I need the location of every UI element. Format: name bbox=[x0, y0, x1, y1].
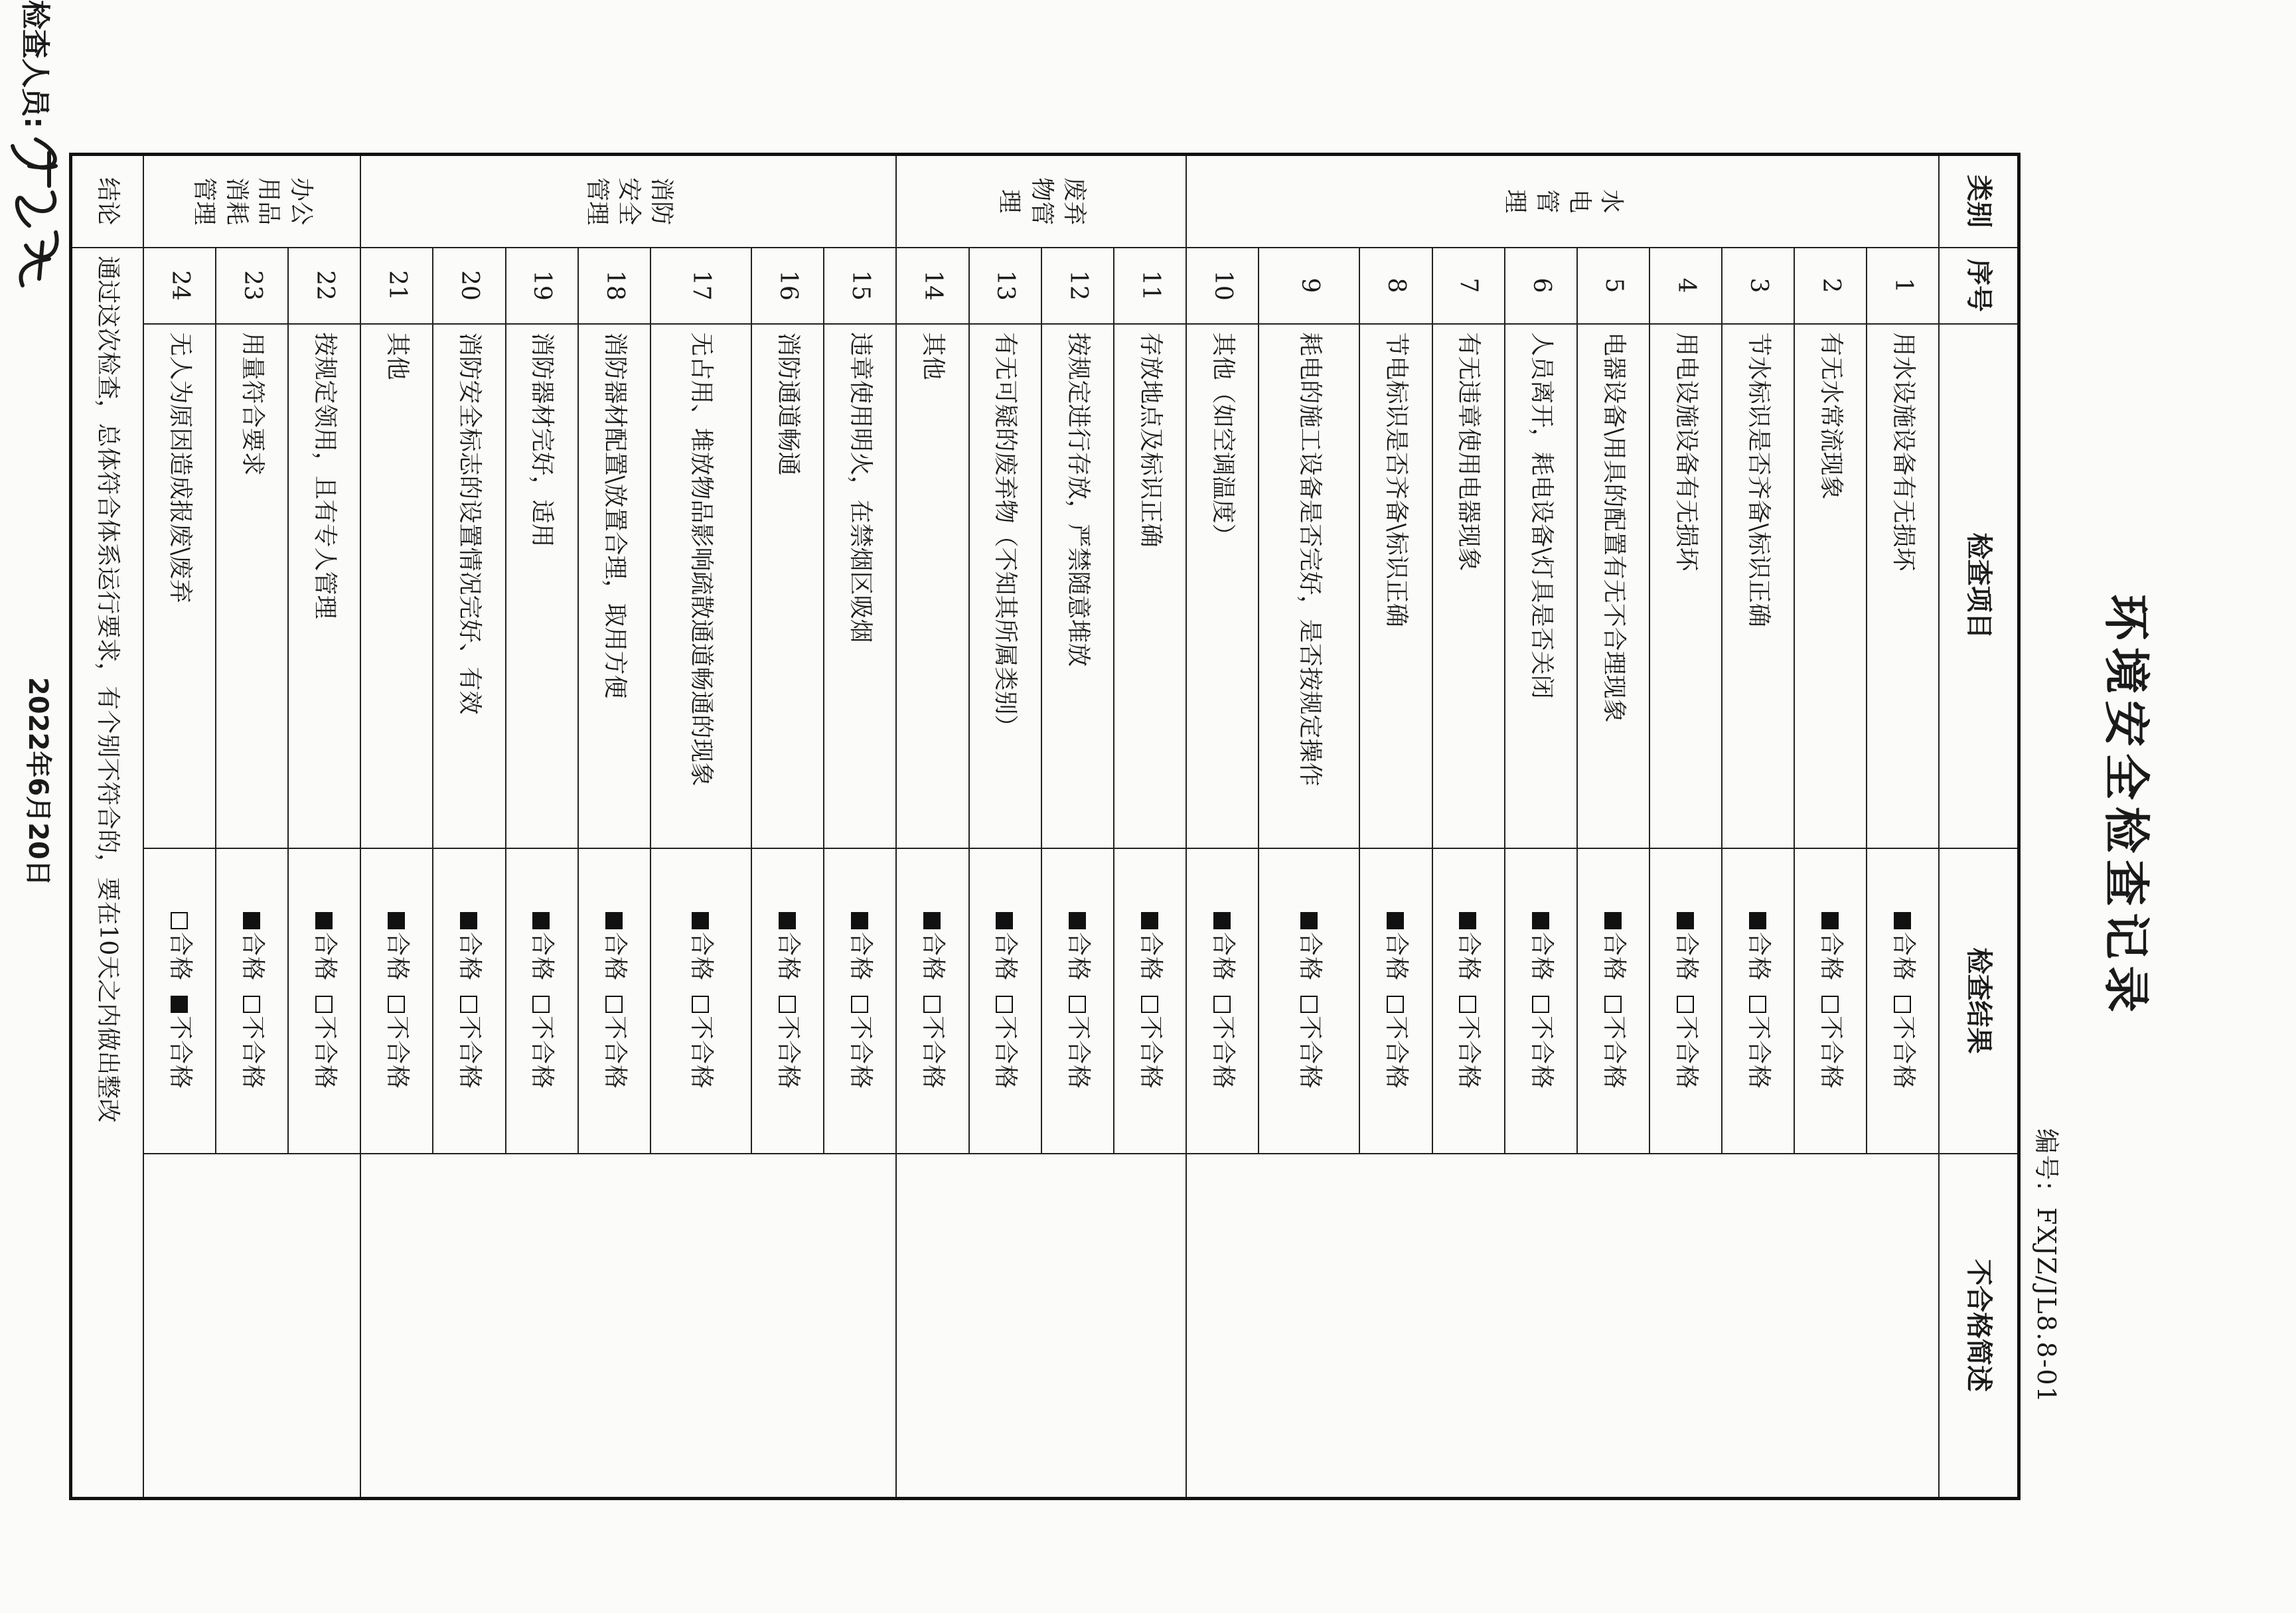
conclusion-text: 通过这次检查，总体符合体系运行要求，有个别不符合的，要在10天之内做出整改 bbox=[71, 248, 143, 1499]
pass-label: 合格 bbox=[456, 931, 484, 981]
table-row bbox=[1114, 155, 1186, 1499]
row-index: 22 bbox=[288, 248, 360, 324]
pass-checkbox[interactable] bbox=[1387, 912, 1404, 929]
check-item: 按规定领用，且有专人管理 bbox=[288, 324, 360, 848]
footer-date: 2022年6月20日 bbox=[23, 677, 53, 886]
fail-label: 不合格 bbox=[384, 1016, 412, 1090]
check-result bbox=[1041, 848, 1114, 1154]
check-result bbox=[1259, 848, 1359, 1154]
check-result bbox=[360, 848, 433, 1154]
check-result bbox=[143, 848, 216, 1154]
check-item: 存放地点及标识正确 bbox=[1114, 324, 1186, 848]
fail-checkbox[interactable] bbox=[315, 996, 333, 1013]
check-item: 节电标识是否齐备\标识正确 bbox=[1359, 324, 1432, 848]
fail-label: 不合格 bbox=[1296, 1016, 1324, 1090]
document-title: 环境安全检查记录 bbox=[2099, 594, 2153, 1019]
row-index: 23 bbox=[216, 248, 288, 324]
row-index: 1 bbox=[1867, 248, 1939, 324]
row-index: 13 bbox=[969, 248, 1041, 324]
pass-label: 合格 bbox=[774, 931, 802, 981]
conclusion-row bbox=[71, 155, 143, 1499]
header-item: 检查项目 bbox=[1940, 324, 2019, 848]
check-result bbox=[433, 848, 505, 1154]
fail-checkbox[interactable] bbox=[1213, 996, 1231, 1013]
check-item: 耗电的施工设备是否完好，是否按规定操作 bbox=[1259, 324, 1359, 848]
fail-label: 不合格 bbox=[1209, 1016, 1237, 1090]
nonconform-note[interactable] bbox=[360, 1154, 896, 1499]
check-result bbox=[1577, 848, 1649, 1154]
category-label: 水 bbox=[1598, 189, 1626, 214]
category-label: 物管 bbox=[1028, 177, 1055, 226]
row-index: 18 bbox=[578, 248, 651, 324]
check-item: 消防通道畅通 bbox=[751, 324, 824, 848]
fail-checkbox[interactable] bbox=[1387, 996, 1404, 1013]
check-result bbox=[1722, 848, 1794, 1154]
pass-label: 合格 bbox=[166, 931, 194, 981]
row-index: 16 bbox=[751, 248, 824, 324]
table-row bbox=[288, 155, 360, 1499]
pass-label: 合格 bbox=[1455, 931, 1483, 981]
conclusion-label: 结论 bbox=[71, 155, 143, 248]
check-result bbox=[1186, 848, 1259, 1154]
fail-checkbox[interactable] bbox=[532, 996, 550, 1013]
pass-checkbox[interactable] bbox=[388, 912, 405, 929]
pass-checkbox[interactable] bbox=[605, 912, 623, 929]
pass-label: 合格 bbox=[992, 931, 1020, 981]
check-result bbox=[751, 848, 824, 1154]
row-index: 15 bbox=[824, 248, 896, 324]
pass-checkbox[interactable] bbox=[532, 912, 550, 929]
check-result bbox=[1505, 848, 1577, 1154]
category-cell bbox=[1186, 155, 1940, 248]
row-index: 14 bbox=[896, 248, 968, 324]
check-item: 用量符合要求 bbox=[216, 324, 288, 848]
fail-checkbox[interactable] bbox=[1821, 996, 1839, 1013]
row-index: 2 bbox=[1794, 248, 1867, 324]
pass-checkbox[interactable] bbox=[1677, 912, 1694, 929]
row-index: 5 bbox=[1577, 248, 1649, 324]
fail-label: 不合格 bbox=[456, 1016, 484, 1090]
row-index: 24 bbox=[143, 248, 216, 324]
check-item: 用水设施设备有无损坏 bbox=[1867, 324, 1939, 848]
fail-label: 不合格 bbox=[1600, 1016, 1628, 1090]
pass-label: 合格 bbox=[1744, 931, 1772, 981]
category-cell bbox=[896, 155, 1186, 248]
pass-label: 合格 bbox=[1672, 931, 1700, 981]
fail-label: 不合格 bbox=[1455, 1016, 1483, 1090]
pass-label: 合格 bbox=[238, 931, 266, 981]
pass-checkbox[interactable] bbox=[1532, 912, 1549, 929]
table-header-row bbox=[1940, 155, 2019, 1499]
pass-label: 合格 bbox=[1136, 931, 1164, 981]
check-result bbox=[506, 848, 578, 1154]
pass-checkbox[interactable] bbox=[996, 912, 1013, 929]
row-index: 20 bbox=[433, 248, 505, 324]
inspection-table bbox=[69, 153, 2021, 1500]
fail-label: 不合格 bbox=[992, 1016, 1020, 1090]
inspector-label: 检查人员: bbox=[18, 0, 52, 129]
pass-checkbox[interactable] bbox=[692, 912, 709, 929]
pass-checkbox[interactable] bbox=[779, 912, 796, 929]
check-item: 违章使用明火，在禁烟区吸烟 bbox=[824, 324, 896, 848]
check-result bbox=[216, 848, 288, 1154]
check-item: 无占用、堆放物品影响疏散通道畅通的现象 bbox=[651, 324, 751, 848]
category-label: 消防 bbox=[647, 177, 675, 226]
check-result bbox=[1867, 848, 1939, 1154]
document-number bbox=[2030, 1128, 2067, 1404]
document-number-value: FXJZ/JL8.8-01 bbox=[2032, 1207, 2061, 1404]
fail-label: 不合格 bbox=[774, 1016, 802, 1090]
pass-checkbox[interactable] bbox=[1141, 912, 1158, 929]
check-result bbox=[1359, 848, 1432, 1154]
row-index: 3 bbox=[1722, 248, 1794, 324]
check-item: 消防器材完好，适用 bbox=[506, 324, 578, 848]
fail-checkbox[interactable] bbox=[605, 996, 623, 1013]
category-label: 管理 bbox=[190, 177, 218, 226]
pass-label: 合格 bbox=[1890, 931, 1918, 981]
pass-label: 合格 bbox=[1817, 931, 1845, 981]
row-index: 21 bbox=[360, 248, 433, 324]
category-label: 用品 bbox=[255, 177, 283, 226]
fail-label: 不合格 bbox=[166, 1016, 194, 1090]
fail-checkbox[interactable] bbox=[1749, 996, 1766, 1013]
pass-checkbox[interactable] bbox=[1749, 912, 1766, 929]
category-cell bbox=[360, 155, 896, 248]
check-result bbox=[578, 848, 651, 1154]
row-index: 19 bbox=[506, 248, 578, 324]
pass-checkbox[interactable] bbox=[1821, 912, 1839, 929]
fail-label: 不合格 bbox=[1672, 1016, 1700, 1090]
check-item: 其他（如空调温度） bbox=[1186, 324, 1259, 848]
pass-label: 合格 bbox=[688, 931, 716, 981]
pass-label: 合格 bbox=[1600, 931, 1628, 981]
category-label: 管理 bbox=[583, 177, 611, 226]
nonconform-note[interactable] bbox=[1186, 1154, 1940, 1499]
category-label: 管 bbox=[1533, 189, 1561, 214]
document-number-label: 编号: bbox=[2032, 1128, 2061, 1191]
fail-checkbox[interactable] bbox=[1604, 996, 1622, 1013]
fail-label: 不合格 bbox=[688, 1016, 716, 1090]
check-result bbox=[1432, 848, 1505, 1154]
fail-label: 不合格 bbox=[528, 1016, 556, 1090]
pass-label: 合格 bbox=[601, 931, 629, 981]
header-nonconform: 不合格简述 bbox=[1940, 1154, 2019, 1499]
fail-checkbox[interactable] bbox=[1894, 996, 1911, 1013]
row-index: 12 bbox=[1041, 248, 1114, 324]
check-item: 无人为原因造成报废\废弃 bbox=[143, 324, 216, 848]
row-index: 11 bbox=[1114, 248, 1186, 324]
pass-label: 合格 bbox=[384, 931, 412, 981]
fail-label: 不合格 bbox=[1064, 1016, 1092, 1090]
category-label: 电 bbox=[1565, 189, 1593, 214]
pass-checkbox[interactable] bbox=[1069, 912, 1086, 929]
check-item: 消防安全标志的设置情况完好、有效 bbox=[433, 324, 505, 848]
check-result bbox=[824, 848, 896, 1154]
category-cell bbox=[143, 155, 360, 248]
table-body bbox=[71, 155, 1940, 1499]
handwritten-signature bbox=[3, 126, 76, 299]
nonconform-note[interactable] bbox=[143, 1154, 360, 1499]
check-item: 消防器材配置\放置合理，取用方便 bbox=[578, 324, 651, 848]
row-index: 9 bbox=[1259, 248, 1359, 324]
fail-checkbox[interactable] bbox=[692, 996, 709, 1013]
check-result bbox=[288, 848, 360, 1154]
pass-label: 合格 bbox=[1064, 931, 1092, 981]
pass-checkbox[interactable] bbox=[243, 912, 260, 929]
category-label: 办公 bbox=[287, 177, 315, 226]
row-index: 6 bbox=[1505, 248, 1577, 324]
table-row bbox=[1867, 155, 1939, 1499]
fail-checkbox[interactable] bbox=[851, 996, 868, 1013]
pass-checkbox[interactable] bbox=[1213, 912, 1231, 929]
pass-checkbox[interactable] bbox=[923, 912, 941, 929]
fail-checkbox[interactable] bbox=[1677, 996, 1694, 1013]
category-label: 理 bbox=[996, 189, 1024, 214]
pass-label: 合格 bbox=[1296, 931, 1324, 981]
fail-label: 不合格 bbox=[1527, 1016, 1555, 1090]
check-result bbox=[1114, 848, 1186, 1154]
fail-checkbox[interactable] bbox=[1459, 996, 1476, 1013]
fail-checkbox[interactable] bbox=[996, 996, 1013, 1013]
fail-checkbox[interactable] bbox=[923, 996, 941, 1013]
category-label: 废弃 bbox=[1060, 177, 1088, 226]
fail-label: 不合格 bbox=[601, 1016, 629, 1090]
check-item: 有无可疑的废弃物（不知其所属类别） bbox=[969, 324, 1041, 848]
fail-label: 不合格 bbox=[1890, 1016, 1918, 1090]
check-item: 有无违章使用电器现象 bbox=[1432, 324, 1505, 848]
category-label: 安全 bbox=[615, 177, 643, 226]
fail-checkbox[interactable] bbox=[388, 996, 405, 1013]
category-label: 理 bbox=[1501, 189, 1529, 214]
pass-checkbox[interactable] bbox=[460, 912, 477, 929]
row-index: 8 bbox=[1359, 248, 1432, 324]
table-row bbox=[824, 155, 896, 1499]
pass-checkbox[interactable] bbox=[1894, 912, 1911, 929]
pass-checkbox[interactable] bbox=[1300, 912, 1318, 929]
fail-checkbox[interactable] bbox=[1532, 996, 1549, 1013]
header-category: 类别 bbox=[1940, 155, 2019, 248]
fail-checkbox[interactable] bbox=[1141, 996, 1158, 1013]
fail-label: 不合格 bbox=[238, 1016, 266, 1090]
pass-checkbox[interactable] bbox=[315, 912, 333, 929]
check-item: 电器设备\用具的配置有无不合理现象 bbox=[1577, 324, 1649, 848]
check-item: 其他 bbox=[360, 324, 433, 848]
header-result: 检查结果 bbox=[1940, 848, 2019, 1154]
row-index: 4 bbox=[1649, 248, 1722, 324]
pass-checkbox[interactable] bbox=[1459, 912, 1476, 929]
pass-label: 合格 bbox=[1383, 931, 1411, 981]
fail-label: 不合格 bbox=[847, 1016, 875, 1090]
check-item: 有无水常流现象 bbox=[1794, 324, 1867, 848]
check-item: 按规定进行存放，严禁随意堆放 bbox=[1041, 324, 1114, 848]
check-item: 用电设施设备有无损坏 bbox=[1649, 324, 1722, 848]
pass-label: 合格 bbox=[311, 931, 339, 981]
check-result bbox=[1794, 848, 1867, 1154]
check-item: 人员离开，耗电设备\灯具是否关闭 bbox=[1505, 324, 1577, 848]
fail-label: 不合格 bbox=[1817, 1016, 1845, 1090]
pass-checkbox[interactable] bbox=[1604, 912, 1622, 929]
pass-label: 合格 bbox=[847, 931, 875, 981]
pass-checkbox[interactable] bbox=[171, 912, 188, 929]
fail-checkbox[interactable] bbox=[460, 996, 477, 1013]
fail-label: 不合格 bbox=[1744, 1016, 1772, 1090]
fail-checkbox[interactable] bbox=[1300, 996, 1318, 1013]
row-index: 7 bbox=[1432, 248, 1505, 324]
check-result bbox=[651, 848, 751, 1154]
fail-label: 不合格 bbox=[311, 1016, 339, 1090]
check-item: 节水标识是否齐备\标识正确 bbox=[1722, 324, 1794, 848]
row-index: 10 bbox=[1186, 248, 1259, 324]
nonconform-note[interactable] bbox=[896, 1154, 1186, 1499]
pass-label: 合格 bbox=[1209, 931, 1237, 981]
fail-label: 不合格 bbox=[919, 1016, 947, 1090]
pass-label: 合格 bbox=[528, 931, 556, 981]
header-index: 序号 bbox=[1940, 248, 2019, 324]
row-index: 17 bbox=[651, 248, 751, 324]
check-item: 其他 bbox=[896, 324, 968, 848]
pass-label: 合格 bbox=[1527, 931, 1555, 981]
category-label: 消耗 bbox=[222, 177, 250, 226]
fail-checkbox[interactable] bbox=[1069, 996, 1086, 1013]
pass-label: 合格 bbox=[919, 931, 947, 981]
fail-checkbox[interactable] bbox=[171, 996, 188, 1013]
check-result bbox=[896, 848, 968, 1154]
fail-checkbox[interactable] bbox=[243, 996, 260, 1013]
check-result bbox=[969, 848, 1041, 1154]
fail-label: 不合格 bbox=[1383, 1016, 1411, 1090]
fail-checkbox[interactable] bbox=[779, 996, 796, 1013]
check-result bbox=[1649, 848, 1722, 1154]
pass-checkbox[interactable] bbox=[851, 912, 868, 929]
fail-label: 不合格 bbox=[1136, 1016, 1164, 1090]
